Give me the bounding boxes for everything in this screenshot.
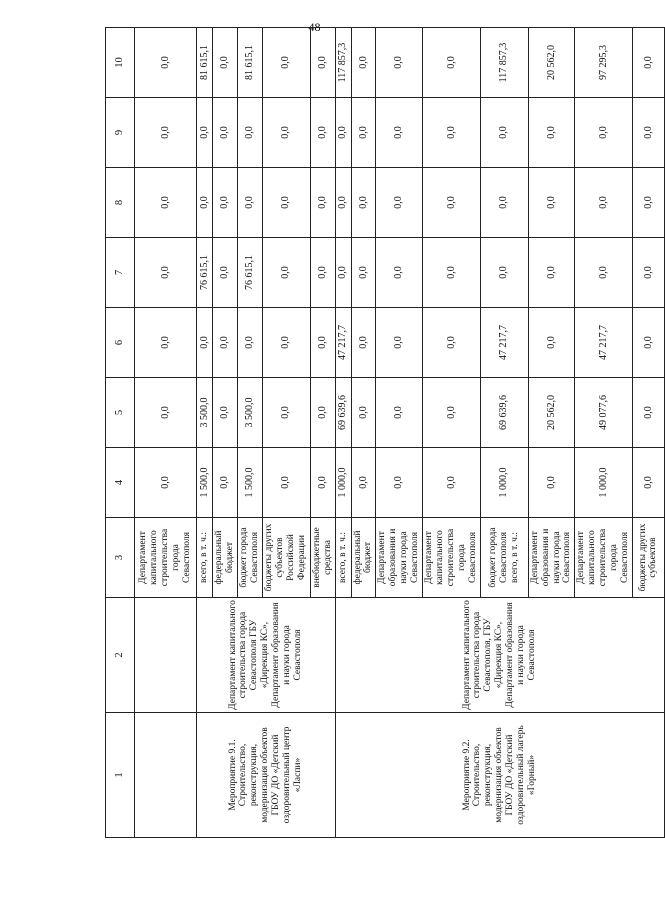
value-cell: 0,0	[197, 98, 213, 168]
source-cell: Департамент образования и науки города Севастополя	[376, 518, 423, 598]
value-cell: 0,0	[135, 448, 197, 518]
value-cell: 0,0	[423, 448, 481, 518]
value-cell: 0,0	[310, 238, 335, 308]
value-cell: 3 500,0	[197, 378, 213, 448]
header-cell: 2	[106, 598, 135, 713]
value-cell: 69 639,6	[335, 378, 351, 448]
empty-cell	[135, 713, 197, 838]
value-cell: 0,0	[213, 28, 238, 98]
value-cell: 0,0	[310, 448, 335, 518]
header-cell: 8	[106, 168, 135, 238]
value-cell: 0,0	[376, 168, 423, 238]
table-row	[335, 28, 351, 838]
source-cell: Департамент образования и науки города Севастополя	[528, 518, 575, 598]
value-cell: 1 000,0	[575, 448, 633, 518]
value-cell: 0,0	[528, 308, 575, 378]
value-cell: 0,0	[480, 238, 528, 308]
value-cell: 76 615,1	[197, 238, 213, 308]
value-cell: 0,0	[262, 168, 310, 238]
value-cell: 0,0	[335, 98, 351, 168]
value-cell: 0,0	[528, 448, 575, 518]
source-cell: всего, в т. ч.:	[197, 518, 213, 598]
value-cell: 0,0	[423, 28, 481, 98]
value-cell: 0,0	[423, 308, 481, 378]
value-cell: 0,0	[351, 168, 376, 238]
value-cell: 0,0	[351, 308, 376, 378]
value-cell: 0,0	[423, 378, 481, 448]
value-cell: 0,0	[376, 378, 423, 448]
value-cell: 0,0	[528, 168, 575, 238]
value-cell: 0,0	[135, 378, 197, 448]
value-cell: 0,0	[480, 98, 528, 168]
value-cell: 0,0	[135, 98, 197, 168]
value-cell: 0,0	[376, 238, 423, 308]
source-cell: федеральный бюджет	[213, 518, 238, 598]
value-cell: 0,0	[423, 168, 481, 238]
source-cell: Департамент капитального строительства города Севастополя	[135, 518, 197, 598]
value-cell: 0,0	[632, 168, 664, 238]
value-cell: 0,0	[423, 238, 481, 308]
value-cell: 0,0	[351, 378, 376, 448]
executor-cell: Департамент капитального строительства города Севастополя, ГБУ «Дирекция КС», Департамент образования и науки города Севастополя	[335, 598, 664, 713]
source-cell: бюджет города Севастополя	[237, 518, 262, 598]
empty-cell	[135, 598, 197, 713]
value-cell: 0,0	[376, 308, 423, 378]
value-cell: 1 000,0	[335, 448, 351, 518]
header-cell: 5	[106, 378, 135, 448]
value-cell: 0,0	[335, 168, 351, 238]
header-cell: 7	[106, 238, 135, 308]
value-cell: 0,0	[423, 98, 481, 168]
value-cell: 81 615,1	[197, 28, 213, 98]
value-cell: 0,0	[575, 98, 633, 168]
value-cell: 0,0	[376, 98, 423, 168]
header-cell: 4	[106, 448, 135, 518]
measure-name-cell: Мероприятие 9.1. Строительство, реконструкция, модернизация объектов ГБОУ ДО «Детский оздоровительный центр «Ласпи»	[197, 713, 336, 838]
value-cell: 0,0	[197, 308, 213, 378]
value-cell: 0,0	[632, 238, 664, 308]
source-cell: внебюджетные средства	[310, 518, 335, 598]
rotated-table-container	[105, 28, 659, 838]
value-cell: 0,0	[213, 238, 238, 308]
value-cell: 49 077,6	[575, 378, 633, 448]
value-cell: 0,0	[632, 308, 664, 378]
value-cell: 0,0	[335, 238, 351, 308]
header-cell: 1	[106, 713, 135, 838]
value-cell: 1 500,0	[197, 448, 213, 518]
value-cell: 47 217,7	[575, 308, 633, 378]
value-cell: 0,0	[376, 28, 423, 98]
value-cell: 0,0	[351, 238, 376, 308]
header-cell: 6	[106, 308, 135, 378]
page-number: 48	[308, 20, 321, 34]
value-cell: 0,0	[262, 238, 310, 308]
value-cell: 0,0	[213, 308, 238, 378]
value-cell: 20 562,0	[528, 28, 575, 98]
source-cell: бюджет города Севастополя всего, в т. ч.:	[480, 518, 528, 598]
value-cell: 0,0	[632, 98, 664, 168]
value-cell: 0,0	[213, 378, 238, 448]
value-cell: 0,0	[351, 98, 376, 168]
value-cell: 0,0	[262, 98, 310, 168]
value-cell: 117 857,3	[480, 28, 528, 98]
value-cell: 0,0	[310, 168, 335, 238]
value-cell: 0,0	[632, 378, 664, 448]
value-cell: 47 217,7	[480, 308, 528, 378]
funding-table	[105, 27, 665, 838]
value-cell: 0,0	[237, 168, 262, 238]
value-cell: 47 217,7	[335, 308, 351, 378]
table-row	[197, 28, 213, 838]
value-cell: 0,0	[376, 448, 423, 518]
value-cell: 0,0	[213, 448, 238, 518]
measure-name-cell: Мероприятие 9.2. Строительство, реконструкция, модернизация объектов ГБОУ ДО «Детский оздоровительный лагерь «Горный»	[335, 713, 664, 838]
value-cell: 0,0	[213, 98, 238, 168]
value-cell: 0,0	[135, 238, 197, 308]
table-row	[135, 28, 197, 838]
value-cell: 1 500,0	[237, 448, 262, 518]
value-cell: 0,0	[528, 98, 575, 168]
value-cell: 0,0	[310, 98, 335, 168]
value-cell: 69 639,6	[480, 378, 528, 448]
source-cell: бюджеты других субъектов	[632, 518, 664, 598]
value-cell: 3 500,0	[237, 378, 262, 448]
value-cell: 0,0	[632, 28, 664, 98]
value-cell: 0,0	[237, 98, 262, 168]
source-cell: федеральный бюджет	[351, 518, 376, 598]
value-cell: 0,0	[310, 308, 335, 378]
value-cell: 0,0	[135, 168, 197, 238]
source-cell: всего, в т. ч.:	[335, 518, 351, 598]
value-cell: 0,0	[310, 28, 335, 98]
value-cell: 0,0	[262, 308, 310, 378]
value-cell: 20 562,0	[528, 378, 575, 448]
value-cell: 117 857,3	[335, 28, 351, 98]
value-cell: 97 295,3	[575, 28, 633, 98]
value-cell: 0,0	[528, 238, 575, 308]
value-cell: 0,0	[480, 168, 528, 238]
value-cell: 0,0	[351, 28, 376, 98]
value-cell: 76 615,1	[237, 238, 262, 308]
value-cell: 0,0	[197, 168, 213, 238]
value-cell: 81 615,1	[237, 28, 262, 98]
source-cell: бюджеты других субъектов Российской Федерации	[262, 518, 310, 598]
value-cell: 0,0	[575, 238, 633, 308]
value-cell: 1 000,0	[480, 448, 528, 518]
header-row	[106, 28, 135, 838]
source-cell: Департамент капитального строительства города Севастополя	[575, 518, 633, 598]
value-cell: 0,0	[135, 308, 197, 378]
value-cell: 0,0	[310, 378, 335, 448]
header-cell: 9	[106, 98, 135, 168]
value-cell: 0,0	[262, 448, 310, 518]
value-cell: 0,0	[135, 28, 197, 98]
value-cell: 0,0	[262, 378, 310, 448]
value-cell: 0,0	[213, 168, 238, 238]
header-cell: 10	[106, 28, 135, 98]
value-cell: 0,0	[575, 168, 633, 238]
header-cell: 3	[106, 518, 135, 598]
value-cell: 0,0	[351, 448, 376, 518]
value-cell: 0,0	[632, 448, 664, 518]
source-cell: Департамент капитального строительства города Севастополя	[423, 518, 481, 598]
value-cell: 0,0	[262, 28, 310, 98]
executor-cell: Департамент капитального строительства города Севастополя ГБУ «Дирекция КС», Департамент образования и науки города Севастополя	[197, 598, 336, 713]
value-cell: 0,0	[237, 308, 262, 378]
